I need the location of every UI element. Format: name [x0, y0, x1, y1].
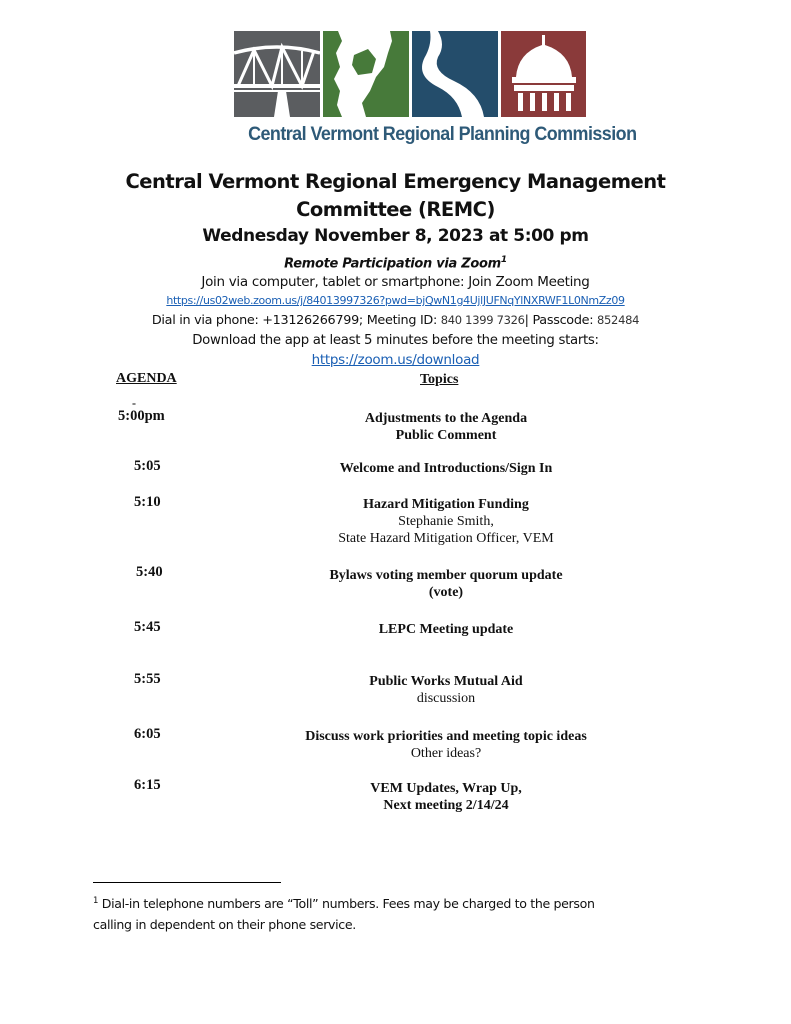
- remote-participation: [0, 255, 791, 271]
- topic-title: Next meeting 2/14/24: [383, 798, 509, 813]
- agenda-topic: [220, 780, 672, 814]
- topic-detail: Stephanie Smith,: [398, 514, 494, 529]
- agenda-topic: [220, 728, 672, 762]
- footnote: [93, 891, 693, 935]
- zoom-meeting-link[interactable]: https://us02web.zoom.us/j/84013997326?pwd=bjQwN1g4UjlJUFNqYlNXRWF1L0NmZz09: [166, 294, 625, 307]
- logo-graphic: [234, 31, 586, 121]
- footnote-line-1: [93, 891, 693, 914]
- footnote-line-2: calling in dependent on their phone service.: [93, 917, 356, 933]
- title-line-2: Committee (REMC): [296, 198, 495, 221]
- agenda-time: 5:40: [136, 564, 163, 580]
- topic-title: Welcome and Introductions/Sign In: [339, 461, 553, 476]
- download-instructions: Download the app at least 5 minutes before the meeting starts:: [192, 333, 599, 348]
- cvrpc-logo: [234, 31, 637, 151]
- topic-title: Hazard Mitigation Funding: [363, 497, 529, 512]
- agenda-dash: -: [132, 396, 136, 410]
- logo-org-name: Central Vermont Regional Planning Commission: [248, 123, 637, 145]
- capitol-dome-icon: [501, 31, 586, 117]
- meeting-date: Wednesday November 8, 2023 at 5:00 pm: [202, 226, 589, 246]
- download-link-row: [0, 352, 791, 368]
- footnote-separator: [93, 882, 281, 883]
- agenda-time: 6:15: [134, 777, 161, 793]
- topic-title: (vote): [428, 585, 464, 600]
- topic-detail: Other ideas?: [410, 746, 482, 761]
- agenda-topic: [220, 673, 672, 707]
- zoom-download-link[interactable]: https://zoom.us/download: [311, 352, 480, 368]
- agenda-time: 5:45: [134, 619, 161, 635]
- topic-detail: discussion: [416, 691, 476, 706]
- dial-in-info: [0, 313, 791, 328]
- remote-label: Remote Participation via Zoom: [284, 256, 501, 272]
- agenda-time: 5:00pm: [118, 408, 165, 424]
- footnote-ref[interactable]: 1: [500, 255, 507, 265]
- topic-title: LEPC Meeting update: [378, 622, 514, 637]
- agenda-topic: [220, 567, 672, 601]
- passcode: 852484: [597, 313, 640, 327]
- agenda-topic: [220, 496, 672, 547]
- topic-detail: State Hazard Mitigation Officer, VEM: [338, 531, 554, 546]
- topic-title: Public Works Mutual Aid: [369, 674, 523, 689]
- agenda-header: AGENDA: [116, 371, 177, 386]
- dial-in-prefix: Dial in via phone: +13126266799; Meeting ID:: [151, 313, 441, 328]
- agenda-time: 5:55: [134, 671, 161, 687]
- topics-header: Topics: [420, 372, 459, 387]
- agenda-time: 5:05: [134, 458, 161, 474]
- join-instructions: Join via computer, tablet or smartphone: Join Zoom Meeting: [201, 274, 590, 290]
- passcode-label: | Passcode:: [524, 313, 598, 328]
- agenda-time: 6:05: [134, 726, 161, 742]
- agenda-topic: [220, 460, 672, 477]
- topic-title: Discuss work priorities and meeting topic ideas: [305, 729, 587, 744]
- footnote-mark: 1: [93, 896, 99, 906]
- vermont-map-icon: [323, 31, 409, 117]
- bridge-icon: [234, 31, 320, 117]
- topic-title: VEM Updates, Wrap Up,: [370, 781, 522, 796]
- topic-title: Public Comment: [395, 428, 497, 443]
- zoom-meeting-link-row: [0, 294, 791, 307]
- agenda-topic: [220, 410, 672, 444]
- meeting-id: 840 1399 7326: [440, 313, 525, 327]
- title-line-1: Central Vermont Regional Emergency Management: [125, 170, 666, 193]
- topic-title: Bylaws voting member quorum update: [329, 568, 563, 583]
- river-icon: [412, 31, 498, 117]
- agenda-topic: [220, 621, 672, 638]
- footnote-text-1: Dial-in telephone numbers are “Toll” numbers. Fees may be charged to the person: [98, 896, 595, 912]
- topic-title: Adjustments to the Agenda: [364, 411, 528, 426]
- agenda-time: 5:10: [134, 494, 161, 510]
